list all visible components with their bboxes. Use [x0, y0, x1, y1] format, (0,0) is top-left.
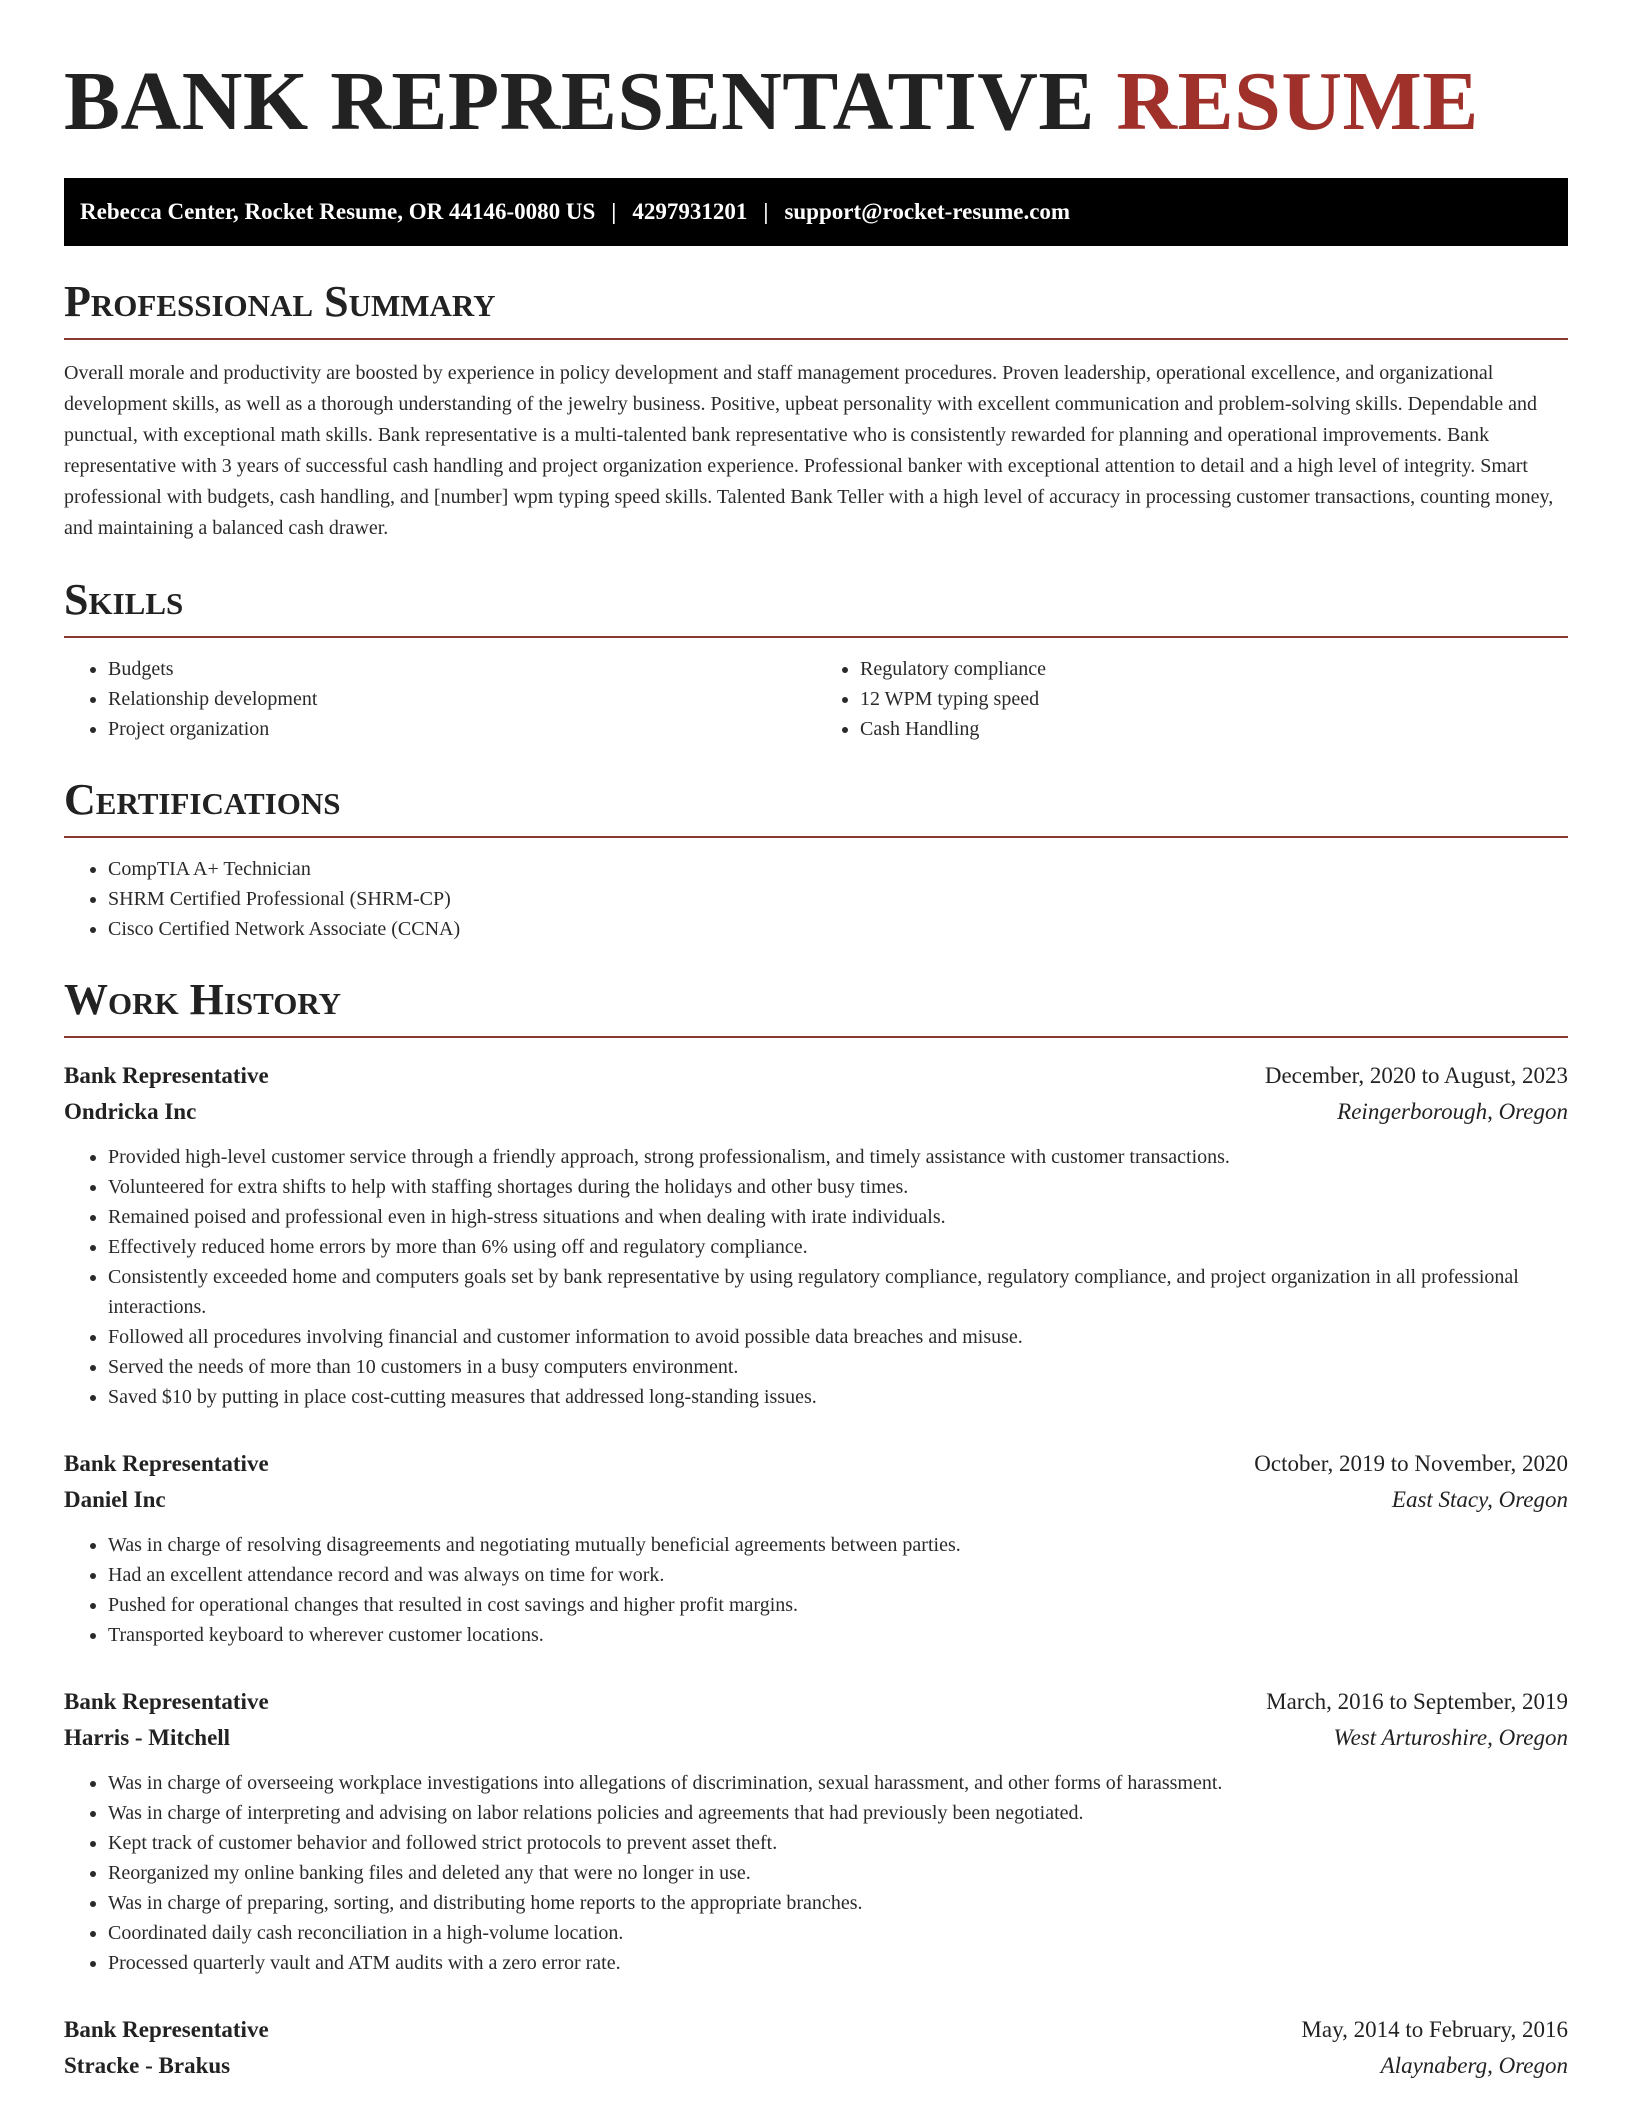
certification-item: • SHRM Certified Professional (SHRM-CP) [108, 884, 1568, 914]
job-bullet: • Saved $10 by putting in place cost-cutting measures that addressed long-standing issues. [108, 1382, 1568, 1412]
job-dates: December, 2020 to August, 2023 [1264, 1063, 1568, 1088]
job-header-row [64, 2012, 1568, 2048]
work-history-section [64, 975, 1568, 2084]
job-bullet: • Processed quarterly vault and ATM audits with a zero error rate. [108, 1948, 1568, 1978]
job-entry [64, 2012, 1568, 2084]
title-accent: RESUME [1116, 55, 1479, 148]
job-bullet: • Volunteered for extra shifts to help with staffing shortages during the holidays and other busy times. [108, 1172, 1568, 1202]
job-title: Bank Representative [64, 1063, 269, 1088]
skill-item: • Budgets [108, 654, 816, 684]
job-header-row [64, 1446, 1568, 1482]
resume-title [64, 55, 1568, 148]
job-bullets [64, 1142, 1568, 1412]
title-main: BANK REPRESENTATIVE [64, 55, 1095, 148]
job-entry [64, 1058, 1568, 1412]
job-bullet: • Was in charge of preparing, sorting, and distributing home reports to the appropriate branches. [108, 1888, 1568, 1918]
job-entry [64, 1446, 1568, 1650]
contact-email[interactable]: support@rocket-resume.com [784, 199, 1071, 224]
job-company-row [64, 1482, 1568, 1518]
job-location: Reingerborough, Oregon [1337, 1099, 1568, 1124]
certifications-heading: Certifications [64, 778, 1568, 838]
skills-list-left [64, 654, 816, 744]
contact-separator: | [611, 199, 617, 224]
job-bullet: • Effectively reduced home errors by more than 6% using off and regulatory compliance. [108, 1232, 1568, 1262]
certifications-list [64, 854, 1568, 944]
contact-separator: | [763, 199, 769, 224]
contact-phone: 4297931201 [632, 199, 748, 224]
job-title: Bank Representative [64, 2017, 269, 2042]
job-bullet: • Was in charge of resolving disagreements and negotiating mutually beneficial agreements between parties. [108, 1530, 1568, 1560]
contact-bar [64, 178, 1568, 246]
job-bullet: • Had an excellent attendance record and was always on time for work. [108, 1560, 1568, 1590]
summary-text: Overall morale and productivity are boosted by experience in policy development and staff management procedures. Proven leadership, operational excellence, and organizational development skills, as well as a thorough understanding of the jewelry business. Positive, upbeat personality with excellent communication and problem-solving skills. Dependable and punctual, with exceptional math skills. Bank representative is a multi-talented bank representative who is consistently rewarded for planning and operational improvements. Bank representative with 3 years of successful cash handling and project organization experience. Professional banker with exceptional attention to detail and a high level of integrity. Smart professional with budgets, cash handling, and [number] wpm typing speed skills. Talented Bank Teller with a high level of accuracy in processing customer transactions, counting money, and maintaining a balanced cash drawer. [64, 362, 1554, 539]
certification-item: • Cisco Certified Network Associate (CCNA) [108, 914, 1568, 944]
job-company: Daniel Inc [64, 1487, 166, 1512]
job-location: West Arturoshire, Oregon [1333, 1725, 1568, 1750]
job-dates: March, 2016 to September, 2019 [1266, 1689, 1568, 1714]
contact-address: Rebecca Center, Rocket Resume, OR 44146-0080 US [80, 199, 596, 224]
job-bullet: • Served the needs of more than 10 customers in a busy computers environment. [108, 1352, 1568, 1382]
work-history-heading: Work History [64, 978, 1568, 1038]
skills-heading: Skills [64, 578, 1568, 638]
job-company-row [64, 1094, 1568, 1130]
summary-heading: Professional Summary [64, 280, 1568, 340]
job-company-row [64, 2048, 1568, 2084]
job-header-row [64, 1684, 1568, 1720]
job-bullet: • Pushed for operational changes that resulted in cost savings and higher profit margins. [108, 1590, 1568, 1620]
job-dates: October, 2019 to November, 2020 [1254, 1451, 1568, 1476]
job-bullet: • Provided high-level customer service through a friendly approach, strong professionalism, and timely assistance with customer transactions. [108, 1142, 1568, 1172]
job-company: Harris - Mitchell [64, 1725, 231, 1750]
job-dates: May, 2014 to February, 2016 [1301, 2017, 1568, 2042]
job-header-row [64, 1058, 1568, 1094]
job-title: Bank Representative [64, 1689, 269, 1714]
job-location: East Stacy, Oregon [1391, 1487, 1568, 1512]
job-bullet: • Remained poised and professional even in high-stress situations and when dealing with irate individuals. [108, 1202, 1568, 1232]
job-company: Ondricka Inc [64, 1099, 197, 1124]
skill-item: • Cash Handling [860, 714, 1568, 744]
job-company: Stracke - Brakus [64, 2053, 231, 2078]
job-bullet: • Transported keyboard to wherever customer locations. [108, 1620, 1568, 1650]
job-entry [64, 1684, 1568, 1978]
job-bullets [64, 1768, 1568, 1978]
skill-item: • Regulatory compliance [860, 654, 1568, 684]
summary-section [64, 277, 1568, 544]
certifications-section [64, 775, 1568, 944]
certification-item: • CompTIA A+ Technician [108, 854, 1568, 884]
skills-columns [64, 638, 1568, 744]
job-bullet: • Was in charge of interpreting and advising on labor relations policies and agreements that had previously been negotiated. [108, 1798, 1568, 1828]
job-bullet: • Coordinated daily cash reconciliation in a high-volume location. [108, 1918, 1568, 1948]
skill-item: • Relationship development [108, 684, 816, 714]
skills-section [64, 575, 1568, 744]
skill-item: • Project organization [108, 714, 816, 744]
job-bullet: • Kept track of customer behavior and followed strict protocols to prevent asset theft. [108, 1828, 1568, 1858]
job-bullet: • Consistently exceeded home and computers goals set by bank representative by using regulatory compliance, regulatory compliance, and project organization in all professional interactions. [108, 1262, 1568, 1322]
job-bullets [64, 1530, 1568, 1650]
job-title: Bank Representative [64, 1451, 269, 1476]
job-location: Alaynaberg, Oregon [1380, 2053, 1568, 2078]
job-bullet: • Reorganized my online banking files and deleted any that were no longer in use. [108, 1858, 1568, 1888]
job-bullet: • Followed all procedures involving financial and customer information to avoid possible data breaches and misuse. [108, 1322, 1568, 1352]
skill-item: • 12 WPM typing speed [860, 684, 1568, 714]
job-company-row [64, 1720, 1568, 1756]
job-bullet: • Was in charge of overseeing workplace investigations into allegations of discrimination, sexual harassment, and other forms of harassment. [108, 1768, 1568, 1798]
skills-list-right [816, 654, 1568, 744]
